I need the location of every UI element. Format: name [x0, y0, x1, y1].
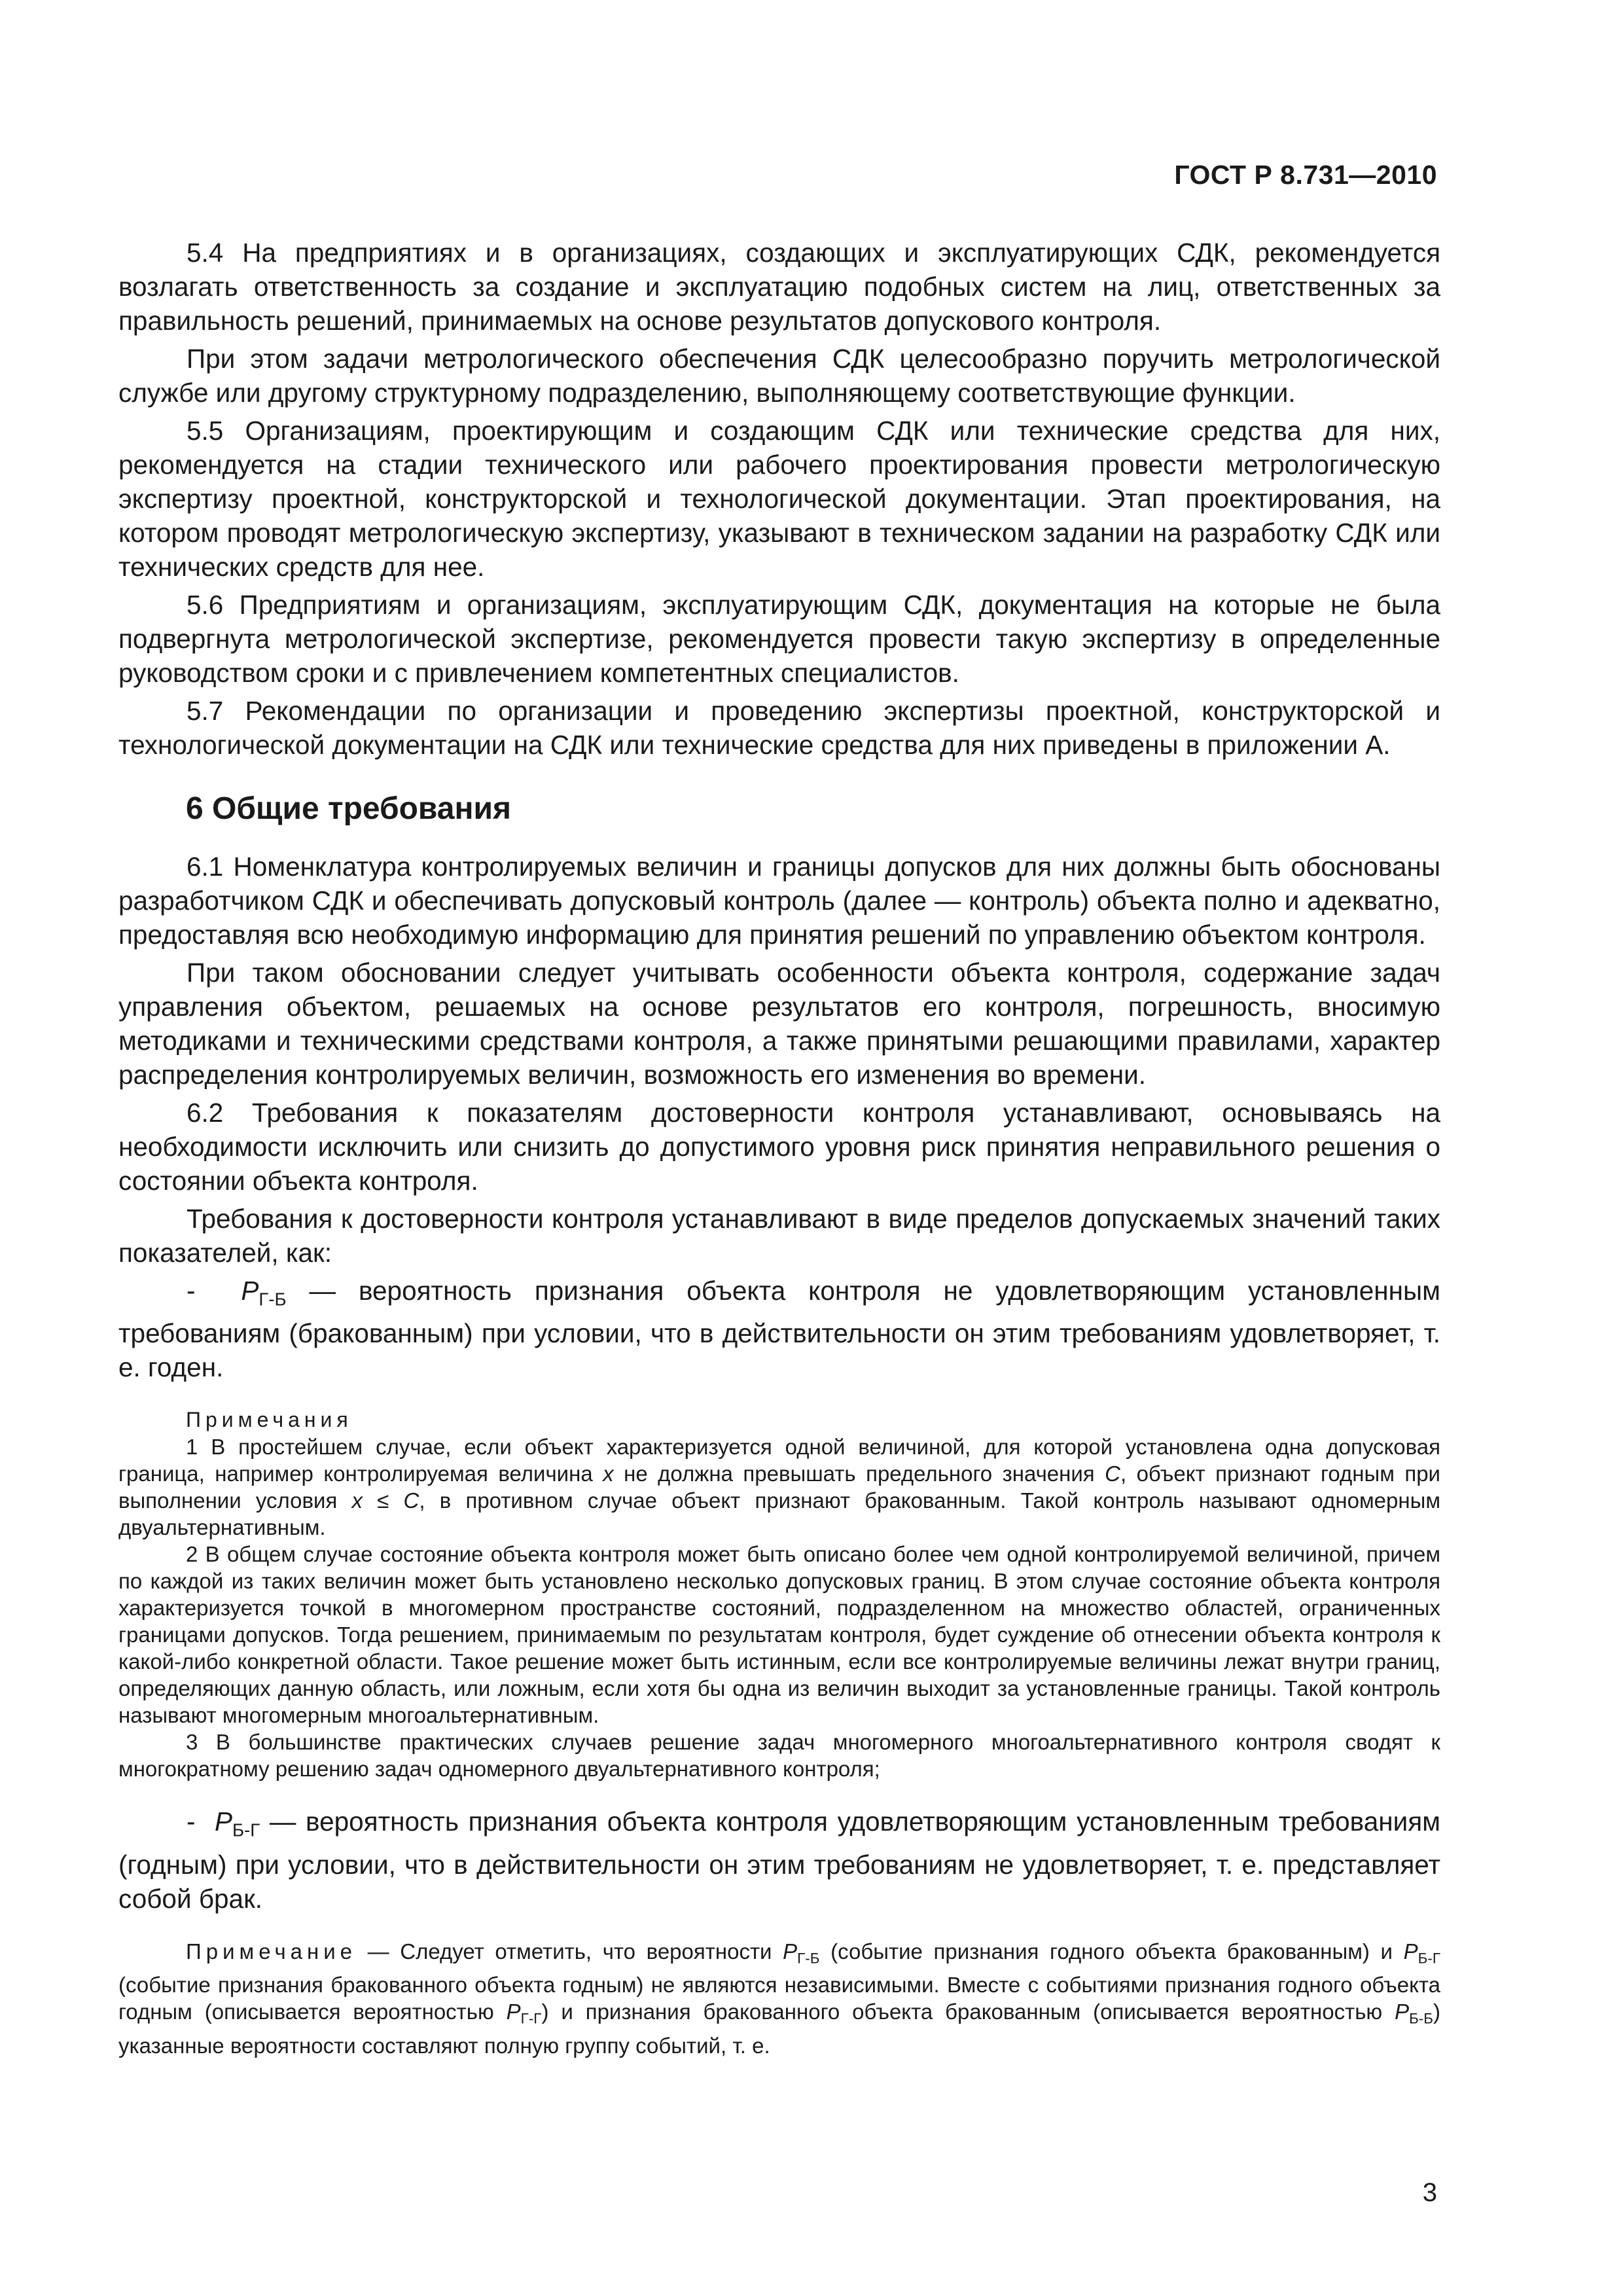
list-item-text: — вероятность признания объекта контроля удовлетворяющим установленным требованиям (годным) при условии, что в действительности он этим требованиям не удовлетворяет, т. е. представляет собой брак.: [118, 1806, 1440, 1914]
section-6-heading: 6 Общие требования: [186, 791, 511, 826]
probability-subscript: Г-Г: [520, 2010, 542, 2027]
final-note-text-2: (событие признания годного объекта бракованным) и: [819, 1939, 1404, 1964]
paragraph-5-4: 5.4 На предприятиях и в организациях, создающих и эксплуатирующих СДК, рекомендуется возлагать ответственность за создание и эксплуатацию подобных систем на лиц, ответственных за правильность решений, принимаемых на основе результатов допускового контроля.: [118, 238, 1440, 336]
final-note: [118, 1938, 1440, 2059]
final-note-text-5: ) указанные вероятности составляют полную группу событий, т. е.: [118, 2000, 1440, 2058]
paragraph-5-6: 5.6 Предприятиям и организациям, эксплуатирующим СДК, документация на которые не была подвергнута метрологической экспертизе, рекомендуется провести такую экспертизу в определенные руководством сроки и с привлечением компетентных специалистов.: [118, 590, 1440, 688]
note-1-text-b: не должна превышать предельного значения: [613, 1462, 1105, 1486]
probability-symbol: P: [1395, 2000, 1410, 2024]
probability-symbol: P: [783, 1939, 798, 1964]
probability-subscript: Б-Г: [1418, 1950, 1441, 1967]
list-item-p-b-g: [118, 1804, 1440, 1915]
probability-symbol: P: [214, 1806, 232, 1837]
note-1-text-a: 1 В простейшем случае, если объект характеризуется одной величиной, для которой установлена одна допусковая граница, например контролируемая величина: [118, 1435, 1440, 1486]
variable-x: x: [603, 1462, 614, 1486]
probability-subscript: Б-Г: [232, 1820, 260, 1840]
probability-symbol: P: [506, 2000, 521, 2024]
final-note-text-1: — Следует отметить, что вероятности: [357, 1939, 783, 1964]
list-item-p-g-b: [118, 1274, 1440, 1384]
final-note-label: Примечание: [186, 1939, 357, 1964]
notes-heading: Примечания: [186, 1408, 353, 1432]
list-item-text: — вероятность признания объекта контроля не удовлетворяющим установленным требованиям (бракованным) при условии, что в действительности он этим требованиям удовлетворяет, т. е. годен.: [118, 1276, 1440, 1383]
paragraph-6-1-continuation: При таком обосновании следует учитывать особенности объекта контроля, содержание задач управления объектом, решаемых на основе результатов его контроля, погрешность, вносимую методиками и техническими средствами контроля, а также принятыми решающими правилами, характер распределения контролируемых величин, возможность его изменения во времени.: [118, 958, 1440, 1090]
final-note-text-4: ) и признания бракованного объекта бракованным (описывается вероятностью: [541, 2000, 1395, 2024]
paragraph-5-5: 5.5 Организациям, проектирующим и создающим СДК или технические средства для них, рекомендуется на стадии технического или рабочего проектирования провести метрологическую экспертизу проектной, конструкторской и технологической документации. Этап проектирования, на котором проводят метрологическую экспертизу, указывают в техническом задании на разработку СДК или технических средств для нее.: [118, 416, 1440, 582]
probability-subscript: Б-Б: [1409, 2010, 1433, 2027]
paragraph-5-4-continuation: При этом задачи метрологического обеспечения СДК целесообразно поручить метрологической службе или другому структурному подразделению, выполняющему соответствующие функции.: [118, 344, 1440, 408]
paragraph-6-2: 6.2 Требования к показателям достоверности контроля устанавливают, основываясь на необходимости исключить или снизить до допустимого уровня риск принятия неправильного решения о состоянии объекта контроля.: [118, 1098, 1440, 1196]
probability-subscript: Г-Б: [259, 1289, 287, 1310]
probability-symbol: P: [1403, 1939, 1418, 1964]
page-number: 3: [1422, 2178, 1437, 2207]
probability-subscript: Г-Б: [797, 1950, 820, 1967]
paragraph-6-2-continuation: Требования к достоверности контроля устанавливают в виде пределов допускаемых значений таких показателей, как:: [118, 1204, 1440, 1268]
paragraph-6-1: 6.1 Номенклатура контролируемых величин и границы допусков для них должны быть обоснованы разработчиком СДК и обеспечивать допусковый контроль (далее — контроль) объекта полно и адекватно, предоставляя всю необходимую информацию для принятия решений по управлению объектом контроля.: [118, 852, 1440, 950]
condition-x-le-c: x ≤ C: [351, 1488, 419, 1513]
note-1-text-d: , в противном случае объект признают бракованным. Такой контроль называют одномерным двуальтернативным.: [118, 1488, 1441, 1540]
note-3: 3 В большинстве практических случаев решение задач многомерного многоальтернативного контроля сводят к многократному решению задач одномерного двуальтернативного контроля;: [118, 1730, 1440, 1782]
note-1: [118, 1433, 1440, 1541]
paragraph-5-7: 5.7 Рекомендации по организации и проведению экспертизы проектной, конструкторской и технологической документации на СДК или технические средства для них приведены в приложении А.: [118, 696, 1440, 760]
probability-symbol: P: [241, 1276, 259, 1306]
note-2: 2 В общем случае состояние объекта контроля может быть описано более чем одной контролируемой величиной, причем по каждой из таких величин может быть установлено несколько допусковых границ. В этом случае состояние объекта контроля характеризуется точкой в многомерном пространстве состояний, подразделенном на множество областей, ограниченных границами допусков. Тогда решением, принимаемым по результатам контроля, будет суждение об отнесении объекта контроля к какой-либо конкретной области. Такое решение может быть истинным, если все контролируемые величины лежат внутри границ, определяющих данную область, или ложным, если хотя бы одна из величин выходит за установленные границы. Такой контроль называют многомерным многоальтернативным.: [118, 1542, 1440, 1728]
note-1-text-c: , объект признают годным при выполнении условия: [118, 1462, 1440, 1513]
page-content: [118, 236, 1440, 2059]
document-header: ГОСТ Р 8.731—2010: [1174, 160, 1437, 190]
final-note-text-3: (событие признания бракованного объекта годным) не являются независимыми. Вместе с событиями признания годного объекта годным (описывается вероятностью: [118, 1973, 1440, 2024]
variable-c: C: [1105, 1462, 1120, 1486]
list-dash: -: [187, 1276, 196, 1306]
list-dash: -: [187, 1806, 196, 1837]
